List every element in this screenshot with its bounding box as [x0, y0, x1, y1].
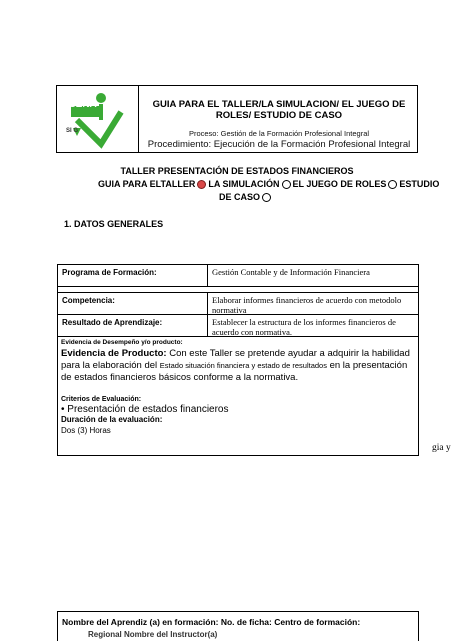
- logo-sub: SI G: [66, 128, 79, 134]
- row-programa: [58, 265, 418, 287]
- section-title: 1. DATOS GENERALES: [64, 219, 164, 229]
- logo-text: SENA: [69, 99, 97, 110]
- radio-simulacion[interactable]: [282, 180, 291, 189]
- bottom-table: [57, 611, 419, 641]
- evidencia-label: Evidencia de Desempeño y/o producto:: [61, 339, 183, 346]
- programa-label: Programa de Formación:: [58, 265, 208, 286]
- resultado-label: Resultado de Aprendizaje:: [58, 315, 208, 336]
- bottom-header-text: Nombre del Aprendiz (a) en formación: No. de ficha: Centro de formación:: [62, 617, 361, 627]
- option-juego: EL JUEGO DE ROLES: [292, 179, 387, 189]
- criterios-label: Criterios de Evaluación:: [61, 396, 142, 403]
- evidencia-block: [58, 337, 418, 455]
- form-table: [57, 264, 419, 456]
- criterio-item: • Presentación de estados financieros: [61, 404, 229, 415]
- resultado-value: Establecer la estructura de los informes financieros de acuerdo con normativa.: [212, 317, 396, 337]
- side-text-fragment: gia y: [432, 443, 451, 453]
- header-proceso: Proceso: Gestión de la Formación Profesional Integral: [188, 129, 370, 138]
- header-box: [56, 85, 418, 153]
- radio-taller-selected[interactable]: [197, 180, 206, 189]
- competencia-value: Elaborar informes financieros de acuerdo con metodolo normativa: [212, 295, 402, 315]
- header-title: GUIA PARA EL TALLER/LA SIMULACION/ EL JUEGO DE ROLES/ ESTUDIO DE CASO: [152, 99, 406, 121]
- header-text: [141, 86, 417, 152]
- guia-options-line: [98, 179, 439, 189]
- duracion-label: Duración de la evaluación:: [61, 415, 163, 424]
- row-competencia: [58, 293, 418, 315]
- option-estudio-b: DE CASO: [219, 192, 261, 202]
- radio-juego[interactable]: [388, 180, 397, 189]
- programa-value: Gestión Contable y de Información Financiera: [212, 267, 370, 277]
- row-resultado: [58, 315, 418, 337]
- bottom-cutoff-text: Regional Nombre del Instructor(a): [88, 630, 218, 639]
- option-simulacion: LA SIMULACIÓN: [208, 179, 280, 189]
- evid-prod-text-small: Estado situación financiera y estado de resultados: [159, 361, 327, 370]
- evid-prod-text-b: en la presentación de estados financieros básicos conforme a la normativa.: [61, 360, 408, 383]
- option-estudio-a: ESTUDIO: [399, 179, 440, 189]
- duracion-value: Dos (3) Horas: [61, 426, 111, 435]
- taller-title: TALLER PRESENTACIÓN DE ESTADOS FINANCIEROS: [120, 166, 354, 176]
- guia-prefix: GUIA PARA ELTALLER: [98, 179, 196, 189]
- row-evidencia: [58, 337, 418, 455]
- evid-prod-label: Evidencia de Producto:: [61, 348, 167, 359]
- logo-cell: [57, 86, 139, 152]
- evid-prod-text-a: Con este Taller se pretende ayudar a adquirir la habilidad para la elaboración del: [61, 348, 410, 371]
- evidencia-producto: [61, 348, 415, 384]
- guia-options-line-2: [219, 192, 273, 202]
- header-procedimiento: Procedimiento: Ejecución de la Formación Profesional Integral: [147, 139, 411, 150]
- competencia-label: Competencia:: [58, 293, 208, 314]
- radio-estudio[interactable]: [262, 193, 271, 202]
